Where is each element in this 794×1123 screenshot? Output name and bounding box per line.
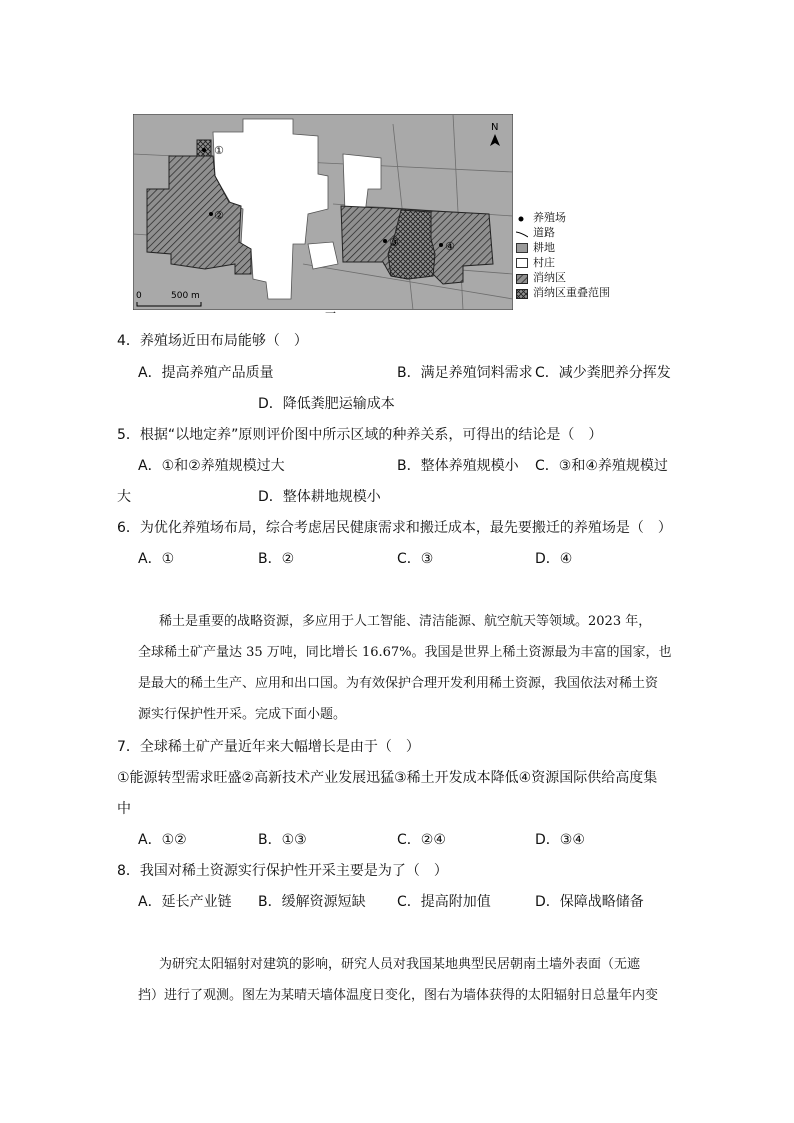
village-icon bbox=[516, 258, 528, 268]
farmland-icon bbox=[516, 243, 528, 253]
q7-option-a: A．①② bbox=[138, 832, 187, 848]
q4-option-c: C．减少粪肥养分挥发 bbox=[535, 365, 671, 381]
q5-option-b: B．整体养殖规模小 bbox=[397, 458, 519, 474]
svg-text:0: 0 bbox=[136, 291, 142, 301]
q7-option-d: D．③④ bbox=[535, 832, 585, 848]
legend-label: 养殖场 bbox=[533, 211, 566, 224]
q5-option-a: A．①和②养殖规模过大 bbox=[138, 458, 285, 474]
q6-option-b: B．② bbox=[258, 551, 295, 567]
dot-icon bbox=[516, 213, 528, 223]
q5-option-d: D．整体耕地规模小 bbox=[258, 489, 381, 505]
q6-option-d: D．④ bbox=[535, 551, 573, 567]
q7-items: ①能源转型需求旺盛②高新技术产业发展迅猛③稀土开发成本降低④资源国际供给高度集 bbox=[117, 770, 658, 786]
farm-label-1: ① bbox=[214, 144, 224, 157]
q4-option-d: D．降低粪肥运输成本 bbox=[258, 396, 395, 412]
farm-label-3: ③ bbox=[389, 236, 399, 249]
legend-row-road bbox=[516, 225, 636, 240]
overlap-icon bbox=[516, 288, 528, 298]
q8-option-b: B．缓解资源短缺 bbox=[258, 894, 366, 910]
passage-rare-earth-line-1: 稀土是重要的战略资源，多应用于人工智能、清洁能源、航空航天等领域。2023 年， bbox=[159, 614, 652, 629]
q8-option-a: A．延长产业链 bbox=[138, 894, 232, 910]
figure-footnote: 一 bbox=[325, 307, 336, 320]
farm-label-4: ④ bbox=[445, 240, 455, 253]
legend-label: 耕地 bbox=[533, 241, 555, 254]
q5-option-c: C．③和④养殖规模过 bbox=[535, 458, 668, 474]
q7-option-c: C．②④ bbox=[397, 832, 446, 848]
legend-row-farmland bbox=[516, 240, 636, 255]
q7-option-b: B．①③ bbox=[258, 832, 307, 848]
q4-option-a: A．提高养殖产品质量 bbox=[138, 365, 274, 381]
svg-text:N: N bbox=[491, 122, 499, 133]
farm-label-2: ② bbox=[214, 209, 224, 222]
svg-text:500 m: 500 m bbox=[171, 291, 200, 301]
passage-rare-earth-line-4: 源实行保护性开采。完成下面小题。 bbox=[138, 707, 347, 722]
passage-solar-line-2: 挡）进行了观测。图左为某晴天墙体温度日变化，图右为墙体获得的太阳辐射日总量年内变 bbox=[138, 988, 659, 1003]
map-legend bbox=[516, 210, 636, 300]
passage-rare-earth-line-2: 全球稀土矿产量达 35 万吨，同比增长 16.67%。我国是世界上稀土资源最为丰富的国家，也 bbox=[138, 645, 672, 660]
map-figure bbox=[133, 114, 513, 310]
legend-row-overlap bbox=[516, 285, 636, 300]
legend-label: 消纳区重叠范围 bbox=[533, 286, 610, 299]
road-icon bbox=[516, 228, 528, 238]
passage-solar-line-1: 为研究太阳辐射对建筑的影响，研究人员对我国某地典型民居朝南土墙外表面（无遮 bbox=[159, 957, 641, 972]
map-svg bbox=[133, 114, 513, 310]
q6-option-a: A．① bbox=[138, 551, 175, 567]
legend-label: 道路 bbox=[533, 226, 555, 239]
legend-row-village bbox=[516, 255, 636, 270]
question-8-stem: 8．我国对稀土资源实行保护性开采主要是为了（ ） bbox=[117, 863, 448, 879]
q6-option-c: C．③ bbox=[397, 551, 434, 567]
question-5-stem: 5．根据“以地定养”原则评价图中所示区域的种养关系，可得出的结论是（ ） bbox=[117, 427, 603, 443]
q4-option-b: B．满足养殖饲料需求 bbox=[397, 365, 533, 381]
passage-rare-earth-line-3: 是最大的稀土生产、应用和出口国。为有效保护合理开发利用稀土资源，我国依法对稀土资 bbox=[138, 676, 659, 691]
legend-row-farm bbox=[516, 210, 636, 225]
q8-option-d: D．保障战略储备 bbox=[535, 894, 644, 910]
q5-option-c-continued: 大 bbox=[117, 489, 131, 505]
q7-items-continued: 中 bbox=[117, 801, 131, 817]
q8-option-c: C．提高附加值 bbox=[397, 894, 491, 910]
legend-label: 村庄 bbox=[533, 256, 555, 269]
question-7-stem: 7．全球稀土矿产量近年来大幅增长是由于（ ） bbox=[117, 739, 420, 755]
legend-row-absorption bbox=[516, 270, 636, 285]
question-4-stem: 4．养殖场近田布局能够（ ） bbox=[117, 333, 308, 349]
legend-label: 消纳区 bbox=[533, 271, 566, 284]
question-6-stem: 6．为优化养殖场布局，综合考虑居民健康需求和搬迁成本，最先要搬迁的养殖场是（ ） bbox=[117, 520, 672, 536]
absorption-icon bbox=[516, 273, 528, 283]
